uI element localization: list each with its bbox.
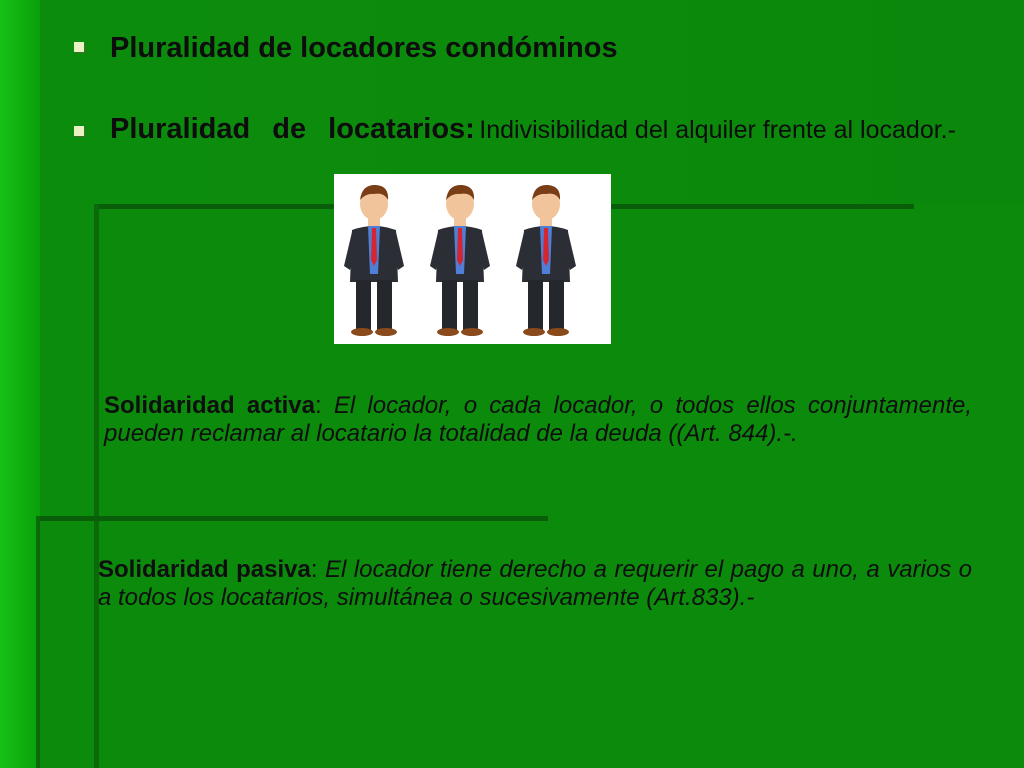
bullet-square-icon — [74, 126, 84, 136]
decorative-line — [36, 516, 40, 768]
paragraph-label: Solidaridad pasiva — [98, 556, 311, 583]
bullet-item-1: Pluralidad de locadores condóminos — [110, 32, 618, 64]
businessmen-image — [334, 174, 611, 344]
paragraph-text: El locador, o cada locador, o todos ellos conjuntamente, pueden reclamar al locatario la totalidad de la deuda ((Art. 844).-. — [104, 392, 973, 447]
bullet-item-2 — [110, 114, 972, 149]
decorative-line — [36, 516, 548, 521]
bullet-square-icon — [74, 42, 84, 52]
bullet-item-2-heading: Pluralidad de locatarios: — [110, 113, 475, 145]
left-gradient-strip — [0, 0, 40, 768]
decorative-line — [94, 204, 99, 768]
background-panel-lower — [36, 516, 1024, 768]
paragraph-label: Solidaridad activa — [104, 392, 315, 419]
paragraph-solidaridad-activa — [104, 392, 972, 448]
paragraph-colon: : — [314, 392, 334, 419]
paragraph-colon: : — [310, 556, 325, 583]
bullet-item-2-body: Indivisibilidad del alquiler frente al locador.- — [479, 116, 956, 144]
paragraph-text: El locador tiene derecho a requerir el pago a uno, a varios o a todos los locatarios, simultánea o sucesivamente (Art.833).- — [98, 556, 973, 611]
three-businessmen-icon — [334, 174, 611, 344]
paragraph-solidaridad-pasiva — [98, 556, 972, 612]
